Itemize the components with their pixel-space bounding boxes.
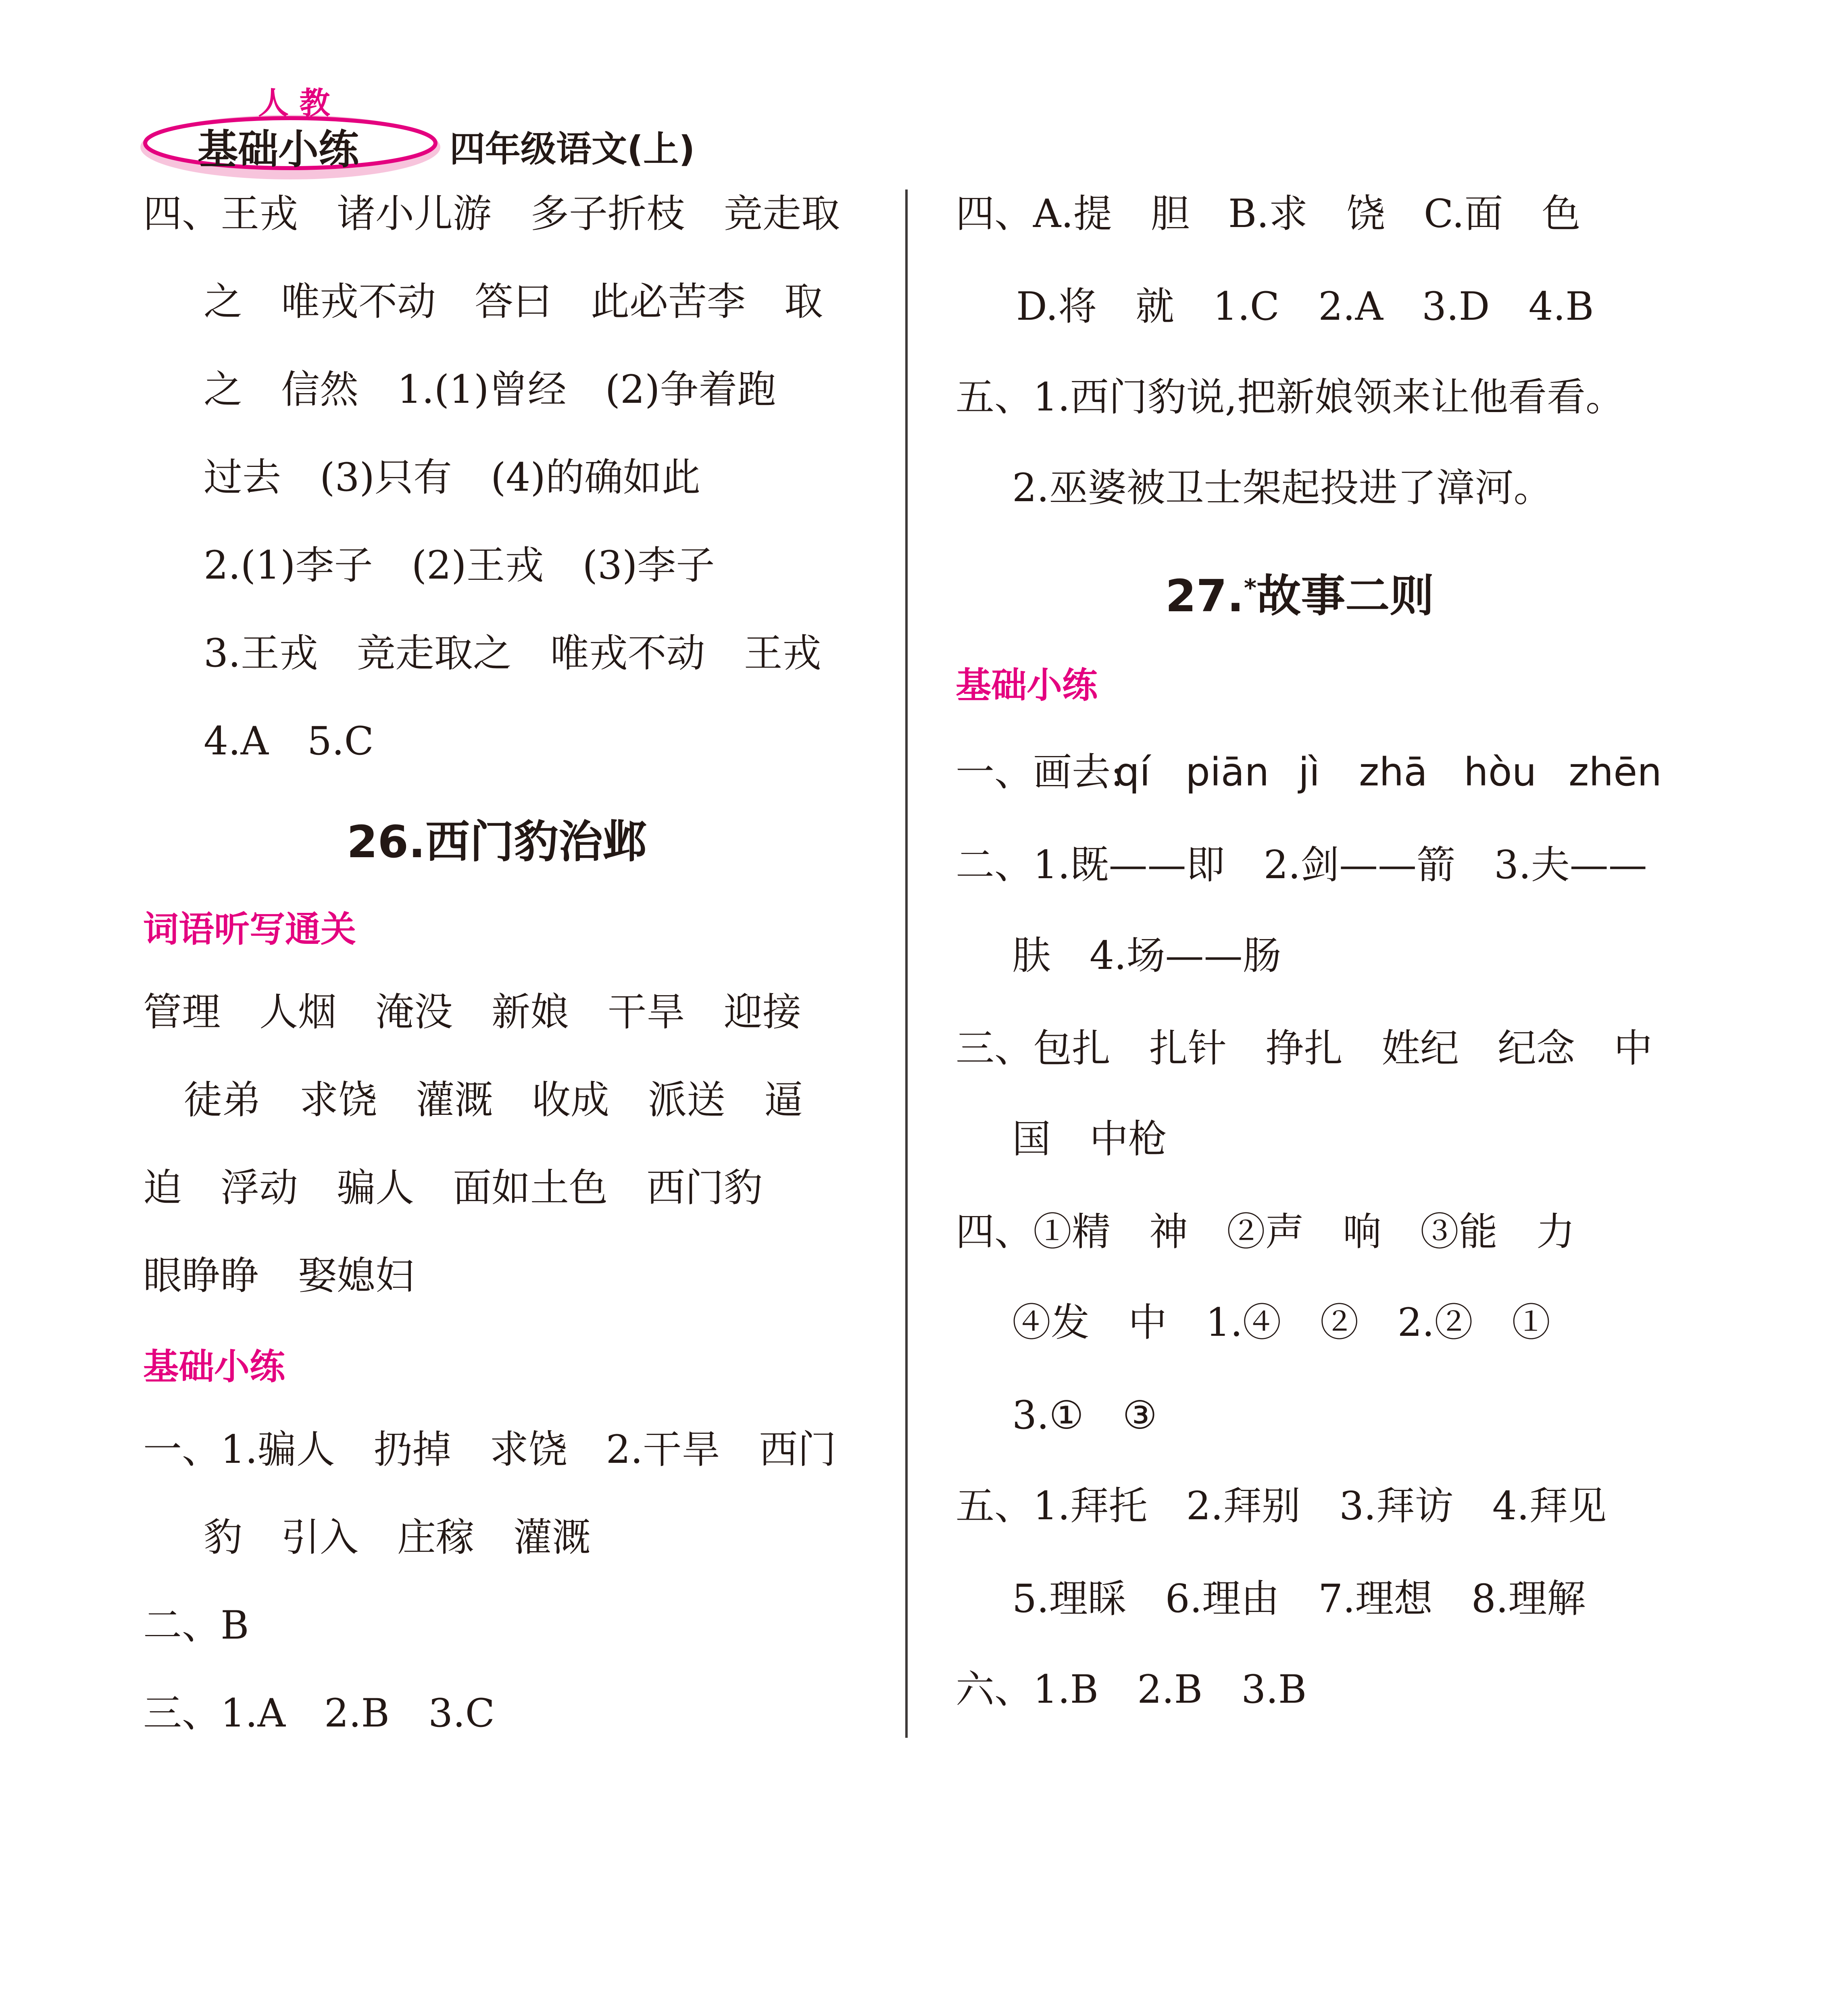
lesson-27-star: * (1244, 574, 1257, 602)
lesson-26-title: 26.西门豹治邺 (347, 816, 647, 868)
answer-line: 五、1.西门豹说,把新娘领来让他看看。 (956, 375, 1625, 420)
answer-line: 过去 (3)只有 (4)的确如此 (204, 455, 700, 500)
pinyin-item: hòu (1464, 750, 1537, 795)
answer-line: D.将 就 1.C 2.A 3.D 4.B (1016, 284, 1594, 329)
answer-line: 之 唯戎不动 答曰 此必苦李 取 (204, 279, 823, 324)
pinyin-item: jì (1298, 750, 1320, 795)
lesson-27-number: 27. (1165, 570, 1244, 622)
answer-line: 三、包扎 扎针 挣扎 姓纪 纪念 中 (956, 1026, 1652, 1071)
pinyin-line (956, 748, 1123, 796)
answer-line: 3.王戎 竞走取之 唯戎不动 王戎 (204, 631, 821, 676)
answer-line: 之 信然 1.(1)曾经 (2)争着跑 (204, 367, 776, 412)
answer-line: 2.(1)李子 (2)王戎 (3)李子 (204, 543, 715, 588)
answer-line: 眼睁睁 娶媳妇 (143, 1253, 414, 1298)
answer-line: 二、B (143, 1603, 249, 1648)
answer-line: 四、王戎 诸小儿游 多子折枝 竞走取 (143, 191, 840, 236)
pinyin-item: piān (1186, 750, 1269, 795)
lesson-27-title (1165, 560, 1434, 624)
answer-line: 六、1.B 2.B 3.B (956, 1667, 1307, 1712)
answer-line: 肤 4.场——肠 (1012, 933, 1281, 978)
answer-line: 三、1.A 2.B 3.C (143, 1691, 495, 1736)
pinyin-item: zhā (1359, 750, 1428, 795)
section-heading-dictation: 词语听写通关 (143, 908, 356, 950)
answer-line: 一、1.骗人 扔掉 求饶 2.干旱 西门 (143, 1427, 837, 1472)
header-series: 基础小练 (198, 126, 359, 173)
answer-line: 二、1.既——即 2.剑——箭 3.夫—— (956, 842, 1647, 887)
answer-line: 4.A 5.C (204, 719, 374, 764)
section-heading-basic: 基础小练 (956, 664, 1098, 706)
answer-line: 国 中枪 (1012, 1116, 1167, 1162)
lesson-27-text: 故事二则 (1256, 570, 1434, 622)
answer-line: 豹 引入 庄稼 灌溉 (204, 1515, 591, 1560)
answer-line: 2.巫婆被卫士架起投进了漳河。 (1012, 465, 1552, 510)
answer-line: 五、1.拜托 2.拜别 3.拜访 4.拜见 (956, 1483, 1607, 1529)
answer-line: 迫 浮动 骗人 面如土色 西门豹 (143, 1165, 763, 1210)
column-divider (905, 190, 908, 1738)
answer-line: 徒弟 求饶 灌溉 收成 派送 逼 (183, 1077, 803, 1123)
answer-line: 5.理睬 6.理由 7.理想 8.理解 (1012, 1576, 1586, 1621)
answer-line: 3.① ③ (1012, 1393, 1157, 1438)
section-heading-basic: 基础小练 (143, 1346, 285, 1387)
pinyin-item: qí (1115, 750, 1150, 795)
answer-line: 四、①精 神 ②声 响 ③能 力 (956, 1209, 1575, 1254)
header-subject: 四年级语文(上) (450, 128, 695, 170)
header-edition: 人 教 (258, 85, 330, 121)
pinyin-prefix: 一、画去: (956, 750, 1124, 795)
answer-line: 四、A.提 胆 B.求 饶 C.面 色 (956, 191, 1581, 236)
answer-line: 管理 人烟 淹没 新娘 干旱 迎接 (143, 989, 801, 1035)
pinyin-item: zhēn (1569, 750, 1662, 795)
answer-line: ④发 中 1.④ ② 2.② ① (1012, 1300, 1551, 1345)
